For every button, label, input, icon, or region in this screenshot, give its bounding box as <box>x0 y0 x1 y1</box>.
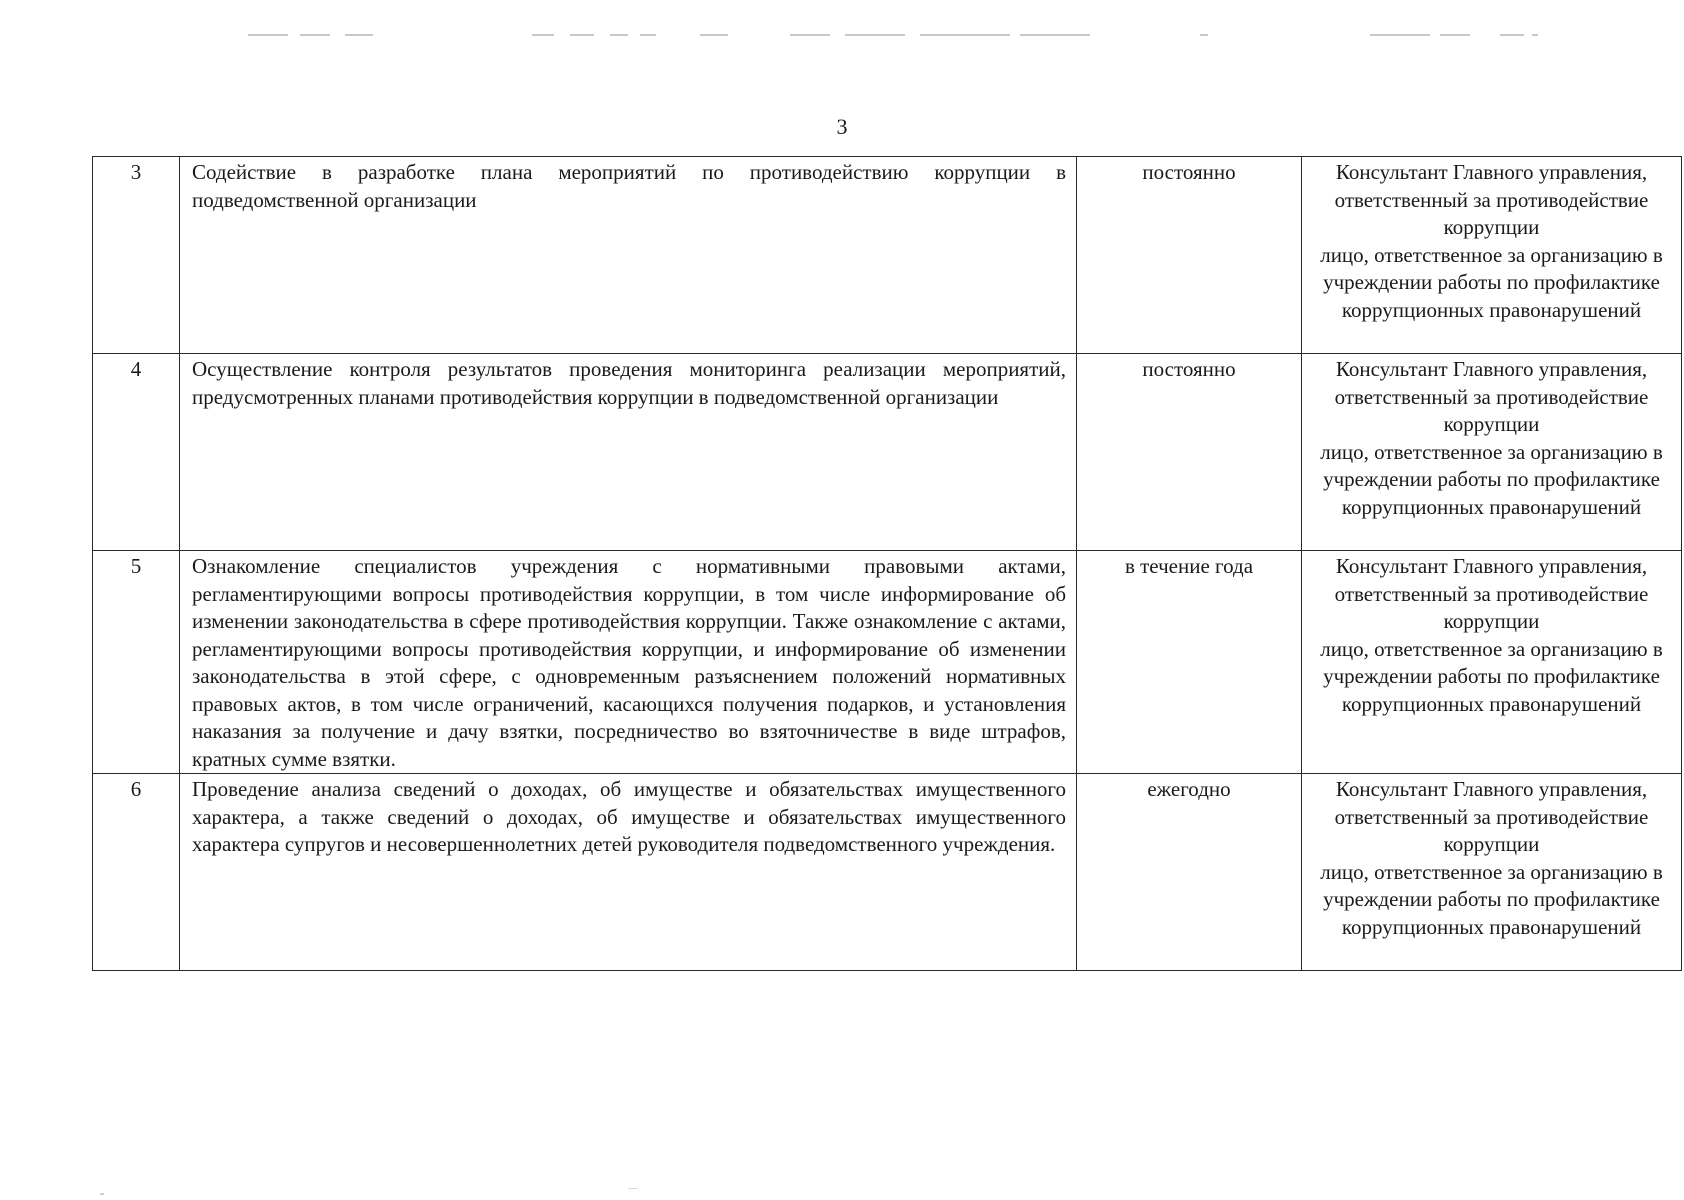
responsible-persons <box>1302 354 1682 551</box>
measure-description: Содействие в разработке плана мероприятий по противодействию коррупции в подведомственной организации <box>180 157 1077 354</box>
row-number: 5 <box>93 551 180 774</box>
scan-artifact-top <box>0 34 1684 38</box>
responsible-consultant: Консультант Главного управления, ответственный за противодействие коррупции <box>1334 357 1649 436</box>
table-row <box>93 354 1682 551</box>
execution-term: ежегодно <box>1077 774 1302 971</box>
measure-description: Проведение анализа сведений о доходах, об имуществе и обязательствах имущественного характера, а также сведений о доходах, об имуществе и обязательствах имущественного характера супругов и несовершеннолетних детей руководителя подведомственного учреждения. <box>180 774 1077 971</box>
responsible-persons <box>1302 774 1682 971</box>
row-number: 3 <box>93 157 180 354</box>
scan-artifact-bottom <box>628 1188 638 1189</box>
responsible-institution-person: лицо, ответственное за организацию в учреждении работы по профилактике коррупционных правонарушений <box>1320 859 1663 939</box>
table-row <box>93 157 1682 354</box>
responsible-institution-person: лицо, ответственное за организацию в учреждении работы по профилактике коррупционных правонарушений <box>1320 242 1663 322</box>
responsible-consultant: Консультант Главного управления, ответственный за противодействие коррупции <box>1334 554 1649 633</box>
scan-artifact-bottom <box>100 1193 104 1195</box>
table-row <box>93 774 1682 971</box>
measures-table <box>92 156 1682 971</box>
responsible-persons <box>1302 551 1682 774</box>
responsible-institution-person: лицо, ответственное за организацию в учреждении работы по профилактике коррупционных правонарушений <box>1320 636 1663 716</box>
execution-term: в течение года <box>1077 551 1302 774</box>
responsible-consultant: Консультант Главного управления, ответственный за противодействие коррупции <box>1334 160 1649 239</box>
execution-term: постоянно <box>1077 354 1302 551</box>
measure-description: Ознакомление специалистов учреждения с нормативными правовыми актами, регламентирующими вопросы противодействия коррупции, в том числе информирование об изменении законодательства в сфере противодействия коррупции. Также ознакомление с актами, регламентирующими вопросы противодействия коррупции, и информирование об изменении законодательства в этой сфере, с одновременным разъяснением положений нормативных правовых актов, в том числе ограничений, касающихся получения подарков, и установления наказания за получение и дачу взятки, посредничество во взяточничестве в виде штрафов, кратных сумме взятки. <box>180 551 1077 774</box>
row-number: 4 <box>93 354 180 551</box>
table-row <box>93 551 1682 774</box>
responsible-institution-person: лицо, ответственное за организацию в учреждении работы по профилактике коррупционных правонарушений <box>1320 439 1663 519</box>
page-number: 3 <box>836 114 848 139</box>
row-number: 6 <box>93 774 180 971</box>
responsible-persons <box>1302 157 1682 354</box>
measure-description: Осуществление контроля результатов проведения мониторинга реализации мероприятий, предусмотренных планами противодействия коррупции в подведомственной организации <box>180 354 1077 551</box>
responsible-consultant: Консультант Главного управления, ответственный за противодействие коррупции <box>1334 777 1649 856</box>
execution-term: постоянно <box>1077 157 1302 354</box>
